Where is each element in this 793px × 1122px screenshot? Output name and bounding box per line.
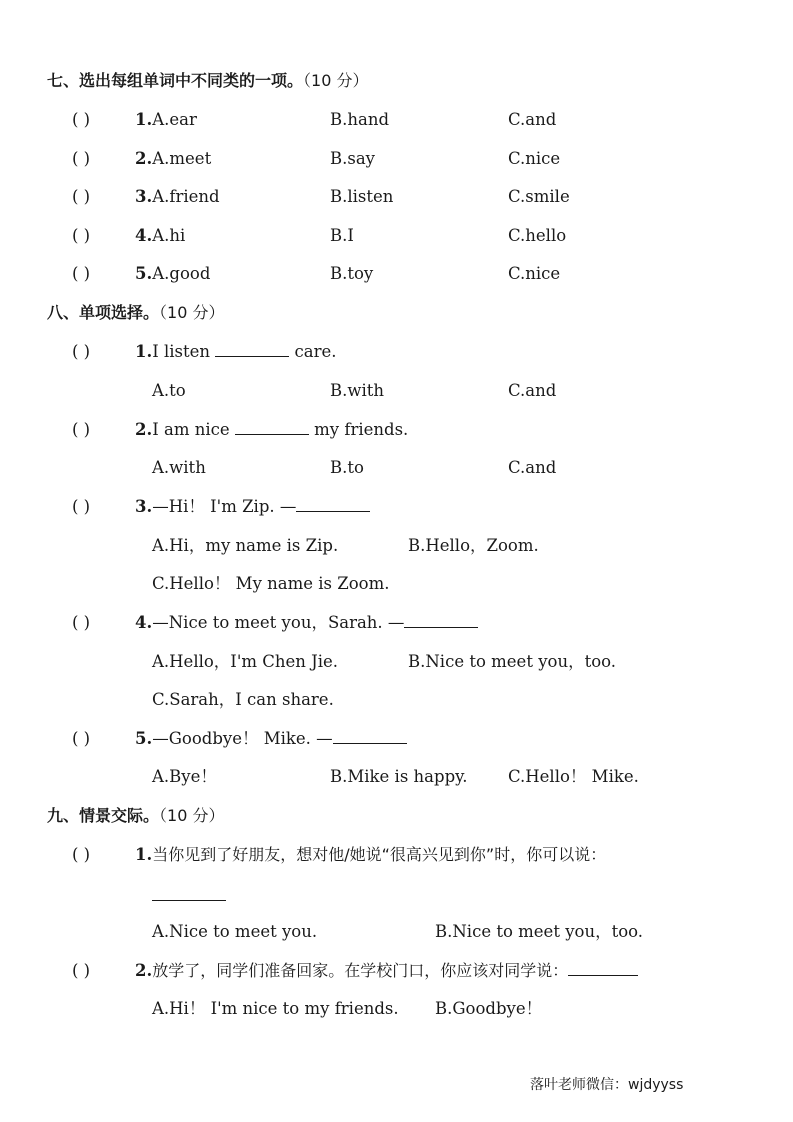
stem-text: I listen	[152, 342, 211, 361]
answer-paren[interactable]: ( )	[72, 497, 91, 516]
option-a: A.to	[152, 381, 186, 400]
section-9-points: （10 分）	[159, 806, 225, 825]
answer-paren[interactable]: ( )	[72, 420, 91, 439]
question-number: 1.	[135, 845, 153, 864]
footer-contact: 落叶老师微信：wjdyyss	[530, 1077, 684, 1093]
option-a: A.Hi！ I'm nice to my friends.	[152, 999, 399, 1018]
option-c: C.Hello！ My name is Zoom.	[152, 574, 390, 593]
question-7-3	[135, 186, 220, 208]
fill-blank[interactable]	[404, 613, 478, 628]
answer-paren[interactable]: ( )	[72, 264, 91, 283]
option-c: C.and	[508, 110, 557, 129]
stem-text: 当你见到了好朋友，想对他/她说“很高兴见到你”时，你可以说：	[152, 845, 607, 864]
question-number: 2.	[135, 149, 153, 168]
stem-text-after: care.	[294, 342, 337, 361]
stem-text: I am nice	[152, 420, 230, 439]
section-7-title: 七、选出每组单词中不同类的一项。	[47, 71, 304, 90]
fill-blank[interactable]	[235, 420, 309, 435]
question-8-4-stem	[135, 612, 478, 634]
option-b: B.to	[330, 458, 364, 477]
fill-blank[interactable]	[568, 961, 638, 976]
stem-text: —Nice to meet you，Sarah. —	[152, 613, 405, 632]
question-number: 2.	[135, 961, 153, 980]
stem-text: 放学了，同学们准备回家。在学校门口，你应该对同学说：	[152, 961, 569, 980]
question-7-5	[135, 263, 210, 285]
option-a: A.Bye！	[152, 767, 217, 786]
section-7-points: （10 分）	[303, 71, 369, 90]
option-a: A.friend	[152, 187, 220, 206]
stem-text: —Goodbye！ Mike. —	[152, 729, 333, 748]
answer-paren[interactable]: ( )	[72, 613, 91, 632]
option-b: B.say	[330, 149, 375, 168]
option-c: C.and	[508, 458, 557, 477]
stem-text-after: my friends.	[314, 420, 409, 439]
question-number: 4.	[135, 226, 153, 245]
option-b: B.Nice to meet you，too.	[435, 922, 644, 941]
answer-paren[interactable]: ( )	[72, 149, 91, 168]
option-a: A.with	[152, 458, 206, 477]
question-7-4	[135, 225, 185, 247]
option-b: B.Mike is happy.	[330, 767, 468, 786]
answer-paren[interactable]: ( )	[72, 226, 91, 245]
option-c: C.hello	[508, 226, 567, 245]
option-b: B.Nice to meet you，too.	[408, 652, 617, 671]
section-8-heading	[47, 302, 224, 324]
stem-text: —Hi！ I'm Zip. —	[152, 497, 297, 516]
question-8-3-stem	[135, 496, 370, 518]
option-b: B.listen	[330, 187, 394, 206]
question-9-1-blank-line	[152, 885, 226, 907]
option-b: B.toy	[330, 264, 374, 283]
fill-blank[interactable]	[296, 497, 370, 512]
section-7-heading	[47, 70, 368, 92]
fill-blank[interactable]	[215, 342, 289, 357]
option-c: C.Sarah，I can share.	[152, 690, 334, 709]
option-a: A.hi	[152, 226, 186, 245]
answer-paren[interactable]: ( )	[72, 961, 91, 980]
question-number: 5.	[135, 264, 153, 283]
answer-paren[interactable]: ( )	[72, 342, 91, 361]
answer-paren[interactable]: ( )	[72, 729, 91, 748]
question-number: 5.	[135, 729, 153, 748]
option-b: B.Hello，Zoom.	[408, 536, 539, 555]
answer-paren[interactable]: ( )	[72, 110, 91, 129]
option-b: B.Goodbye！	[435, 999, 543, 1018]
option-c: C.smile	[508, 187, 570, 206]
question-number: 3.	[135, 187, 153, 206]
option-c: C.nice	[508, 149, 561, 168]
option-c: C.nice	[508, 264, 561, 283]
question-number: 1.	[135, 110, 153, 129]
question-9-1-stem	[135, 844, 606, 866]
question-9-2-stem	[135, 960, 638, 982]
option-a: A.Hi，my name is Zip.	[152, 536, 339, 555]
question-8-1-stem	[135, 341, 337, 363]
option-b: B.with	[330, 381, 385, 400]
question-7-2	[135, 148, 211, 170]
fill-blank[interactable]	[152, 886, 226, 901]
section-8-points: （10 分）	[159, 303, 225, 322]
question-8-5-stem	[135, 728, 407, 750]
answer-paren[interactable]: ( )	[72, 845, 91, 864]
option-a: A.Hello，I'm Chen Jie.	[152, 652, 339, 671]
section-9-heading	[47, 805, 224, 827]
option-c: C.and	[508, 381, 557, 400]
fill-blank[interactable]	[333, 729, 407, 744]
option-c: C.Hello！ Mike.	[508, 767, 639, 786]
option-b: B.hand	[330, 110, 390, 129]
question-8-2-stem	[135, 419, 408, 441]
option-b: B.I	[330, 226, 354, 245]
question-number: 1.	[135, 342, 153, 361]
question-number: 3.	[135, 497, 153, 516]
section-8-title: 八、单项选择。	[47, 303, 160, 322]
question-number: 4.	[135, 613, 153, 632]
option-a: A.good	[152, 264, 211, 283]
option-a: A.ear	[152, 110, 197, 129]
option-a: A.Nice to meet you.	[152, 922, 318, 941]
question-7-1	[135, 109, 197, 131]
section-9-title: 九、情景交际。	[47, 806, 160, 825]
option-a: A.meet	[152, 149, 212, 168]
question-number: 2.	[135, 420, 153, 439]
answer-paren[interactable]: ( )	[72, 187, 91, 206]
